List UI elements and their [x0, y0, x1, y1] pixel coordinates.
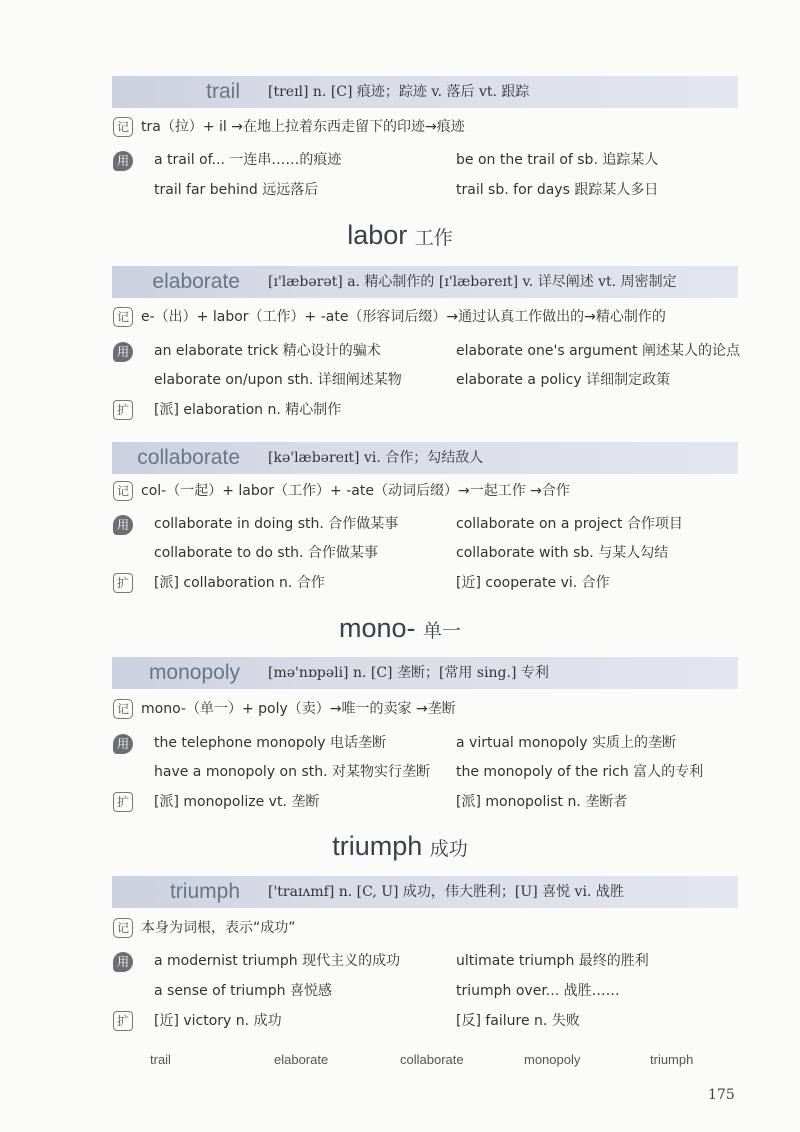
entry-bar-trail	[112, 76, 738, 108]
usage-badge: 用	[113, 952, 133, 972]
usage-phrase: be on the trail of sb. 追踪某人	[456, 152, 659, 168]
entry-bar-monopoly	[112, 657, 738, 689]
etymology-line: col-（一起）+ labor（工作）+ -ate（动词后缀）→一起工作 →合作	[141, 483, 570, 499]
footer-word: monopoly	[524, 1052, 581, 1067]
root-word: triumph	[332, 831, 423, 861]
footer-word: triumph	[650, 1052, 694, 1067]
headword: trail	[206, 80, 240, 103]
memory-badge: 记	[113, 481, 133, 501]
usage-phrase: a virtual monopoly 实质上的垄断	[456, 735, 676, 751]
usage-phrase: have a monopoly on sth. 对某物实行垄断	[154, 764, 430, 780]
derived-word: [派] monopolist n. 垄断者	[456, 794, 628, 810]
usage-phrase: trail far behind 远远落后	[154, 182, 319, 198]
usage-phrase: collaborate to do sth. 合作做某事	[154, 545, 378, 561]
etymology-line: tra（拉）+ il →在地上拉着东西走留下的印迹→痕迹	[141, 119, 465, 135]
extension-badge: 扩	[113, 792, 133, 812]
definition: [kə'læbəreɪt] vi. 合作；勾结敌人	[268, 450, 484, 466]
usage-phrase: a modernist triumph 现代主义的成功	[154, 953, 401, 969]
usage-badge: 用	[113, 151, 133, 171]
usage-phrase: collaborate on a project 合作项目	[456, 516, 683, 532]
etymology-line: e-（出）+ labor（工作）+ -ate（形容词后缀）→通过认真工作做出的→精心制作的	[141, 309, 666, 325]
root-heading-mono	[0, 613, 800, 644]
etymology-line: 本身为词根，表示“成功”	[141, 920, 296, 936]
usage-phrase: ultimate triumph 最终的胜利	[456, 953, 649, 969]
root-word: labor	[347, 220, 408, 250]
memory-badge: 记	[113, 699, 133, 719]
derived-word: [派] monopolize vt. 垄断	[154, 794, 320, 810]
usage-phrase: an elaborate trick 精心设计的骗术	[154, 343, 381, 359]
derived-word: [派] elaboration n. 精心制作	[154, 402, 342, 418]
usage-phrase: a sense of triumph 喜悦感	[154, 983, 332, 999]
root-meaning: 成功	[429, 838, 468, 860]
footer-word: trail	[150, 1052, 171, 1067]
usage-phrase: a trail of... 一连串……的痕迹	[154, 152, 342, 168]
definition: ['traɪʌmf] n. [C, U] 成功，伟大胜利；[U] 喜悦 vi. 战胜	[268, 884, 624, 900]
usage-phrase: elaborate one's argument 阐述某人的论点	[456, 343, 740, 359]
usage-phrase: elaborate a policy 详细制定政策	[456, 372, 671, 388]
entry-bar-triumph	[112, 876, 738, 908]
headword: elaborate	[152, 270, 240, 293]
usage-phrase: collaborate in doing sth. 合作做某事	[154, 516, 399, 532]
definition: [ɪ'læbərət] a. 精心制作的 [ɪ'læbəreɪt] v. 详尽阐述 vt. 周密制定	[268, 274, 677, 290]
page-number: 175	[708, 1087, 735, 1103]
root-heading-labor	[0, 220, 800, 251]
usage-phrase: trail sb. for days 跟踪某人多日	[456, 182, 659, 198]
memory-badge: 记	[113, 117, 133, 137]
memory-badge: 记	[113, 307, 133, 327]
synonym-word: [近] cooperate vi. 合作	[456, 575, 610, 591]
root-meaning: 工作	[414, 227, 453, 249]
definition: [mə'nɒpəli] n. [C] 垄断；[常用 sing.] 专利	[268, 665, 549, 681]
root-word: mono-	[338, 613, 416, 643]
usage-phrase: collaborate with sb. 与某人勾结	[456, 545, 669, 561]
usage-badge: 用	[113, 734, 133, 754]
entry-bar-collaborate	[112, 442, 738, 474]
definition: [treɪl] n. [C] 痕迹；踪迹 v. 落后 vt. 跟踪	[268, 84, 530, 100]
memory-badge: 记	[113, 918, 133, 938]
footer-word: collaborate	[400, 1052, 464, 1067]
footer-word: elaborate	[274, 1052, 329, 1067]
antonym-word: [反] failure n. 失败	[456, 1013, 580, 1029]
synonym-word: [近] victory n. 成功	[154, 1013, 282, 1029]
headword: collaborate	[137, 446, 240, 469]
extension-badge: 扩	[113, 400, 133, 420]
root-meaning: 单一	[423, 620, 462, 642]
usage-badge: 用	[113, 342, 133, 362]
usage-phrase: the monopoly of the rich 富人的专利	[456, 764, 704, 780]
usage-phrase: elaborate on/upon sth. 详细阐述某物	[154, 372, 402, 388]
entry-bar-elaborate	[112, 266, 738, 298]
headword: monopoly	[148, 661, 240, 684]
usage-phrase: triumph over... 战胜……	[456, 983, 620, 999]
usage-phrase: the telephone monopoly 电话垄断	[154, 735, 387, 751]
etymology-line: mono-（单一）+ poly（卖）→唯一的卖家 →垄断	[141, 701, 456, 717]
headword: triumph	[169, 880, 240, 903]
derived-word: [派] collaboration n. 合作	[154, 575, 325, 591]
usage-badge: 用	[113, 515, 133, 535]
root-heading-triumph	[0, 831, 800, 862]
extension-badge: 扩	[113, 1011, 133, 1031]
extension-badge: 扩	[113, 573, 133, 593]
